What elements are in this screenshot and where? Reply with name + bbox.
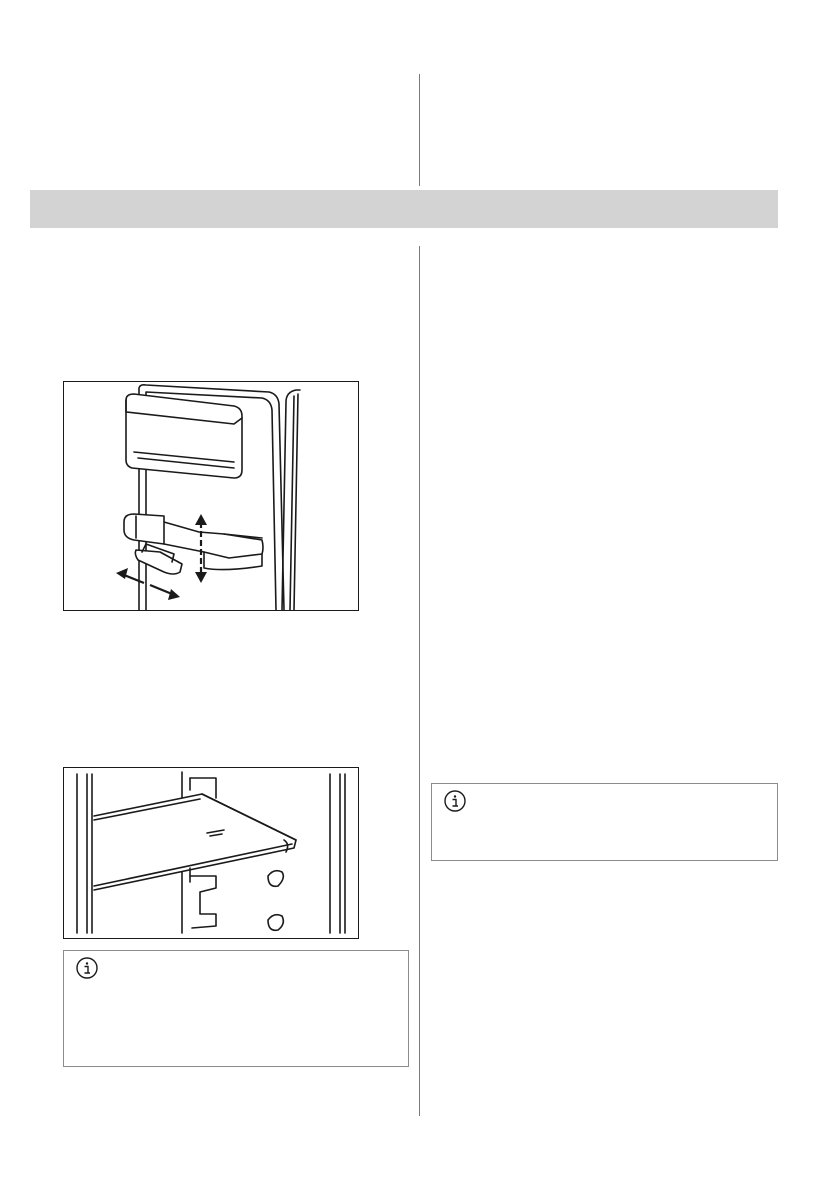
info-note-right (431, 783, 778, 861)
info-icon (76, 957, 98, 979)
info-icon (444, 790, 466, 812)
info-note-left (63, 950, 409, 1067)
door-shelf-illustration (64, 382, 358, 610)
glass-shelf-figure (63, 767, 359, 939)
column-divider-bottom (419, 246, 420, 1116)
door-shelf-figure (63, 381, 359, 611)
glass-shelf-illustration (64, 768, 358, 938)
section-heading-bar (30, 190, 778, 228)
column-divider-top (419, 74, 420, 186)
